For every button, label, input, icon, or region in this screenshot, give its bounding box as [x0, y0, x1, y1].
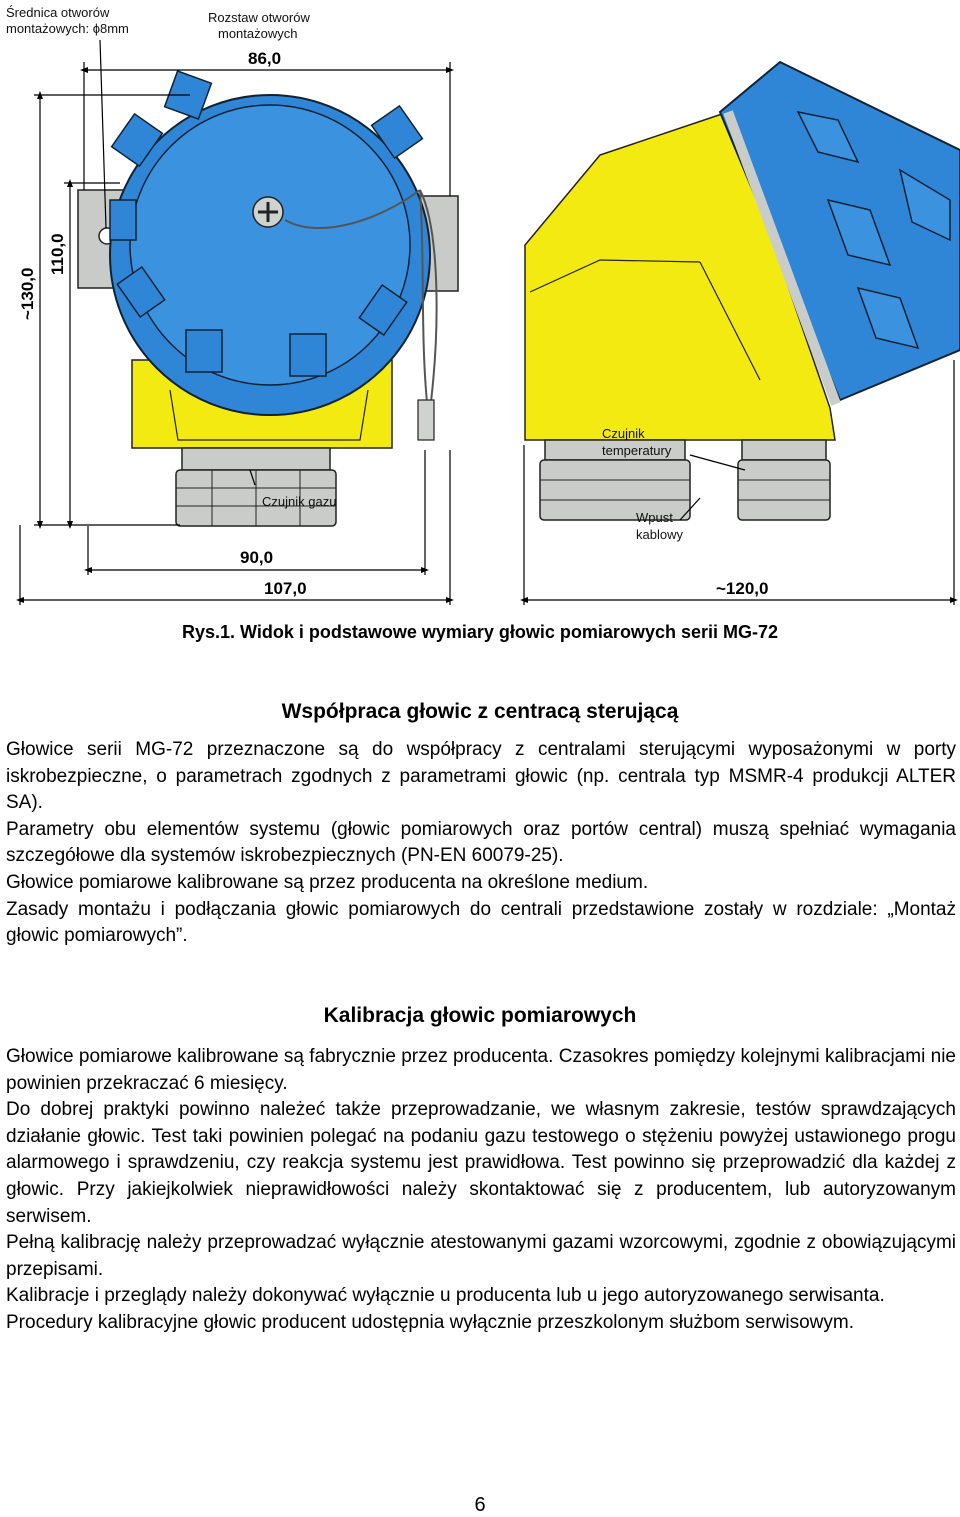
section-body-calibration — [6, 1044, 956, 1337]
temp-sensor-label-line2: temperatury — [602, 443, 672, 458]
section-heading-cooperation: Współpraca głowic z centracą sterującą — [281, 700, 679, 723]
dim-top-label: 86,0 — [248, 49, 282, 68]
figure-caption: Rys.1. Widok i podstawowe wymiary głowic pomiarowych serii MG-72 — [182, 622, 778, 642]
paragraph: Procedury kalibracyjne głowic producent udostępnia wyłącznie przeszkolonym służbom serwisowym. — [6, 1311, 854, 1333]
gas-sensor-label: Czujnik gazu — [262, 494, 337, 509]
section-heading-calibration: Kalibracja głowic pomiarowych — [323, 1004, 637, 1027]
dim-side-width-label: ~120,0 — [716, 579, 769, 598]
dim-height-inner-label: 110,0 — [48, 233, 67, 275]
paragraph: Głowice pomiarowe kalibrowane są przez producenta na określone medium. — [6, 871, 649, 893]
gas-sensor-gland — [182, 448, 330, 470]
paragraph: Pełną kalibrację należy przeprowadzać wyłącznie atestowanymi gazami wzorcowymi, zgodnie z obowiązującymi przepisami. — [6, 1232, 956, 1280]
temp-sensor-label-line1: Czujnik — [602, 426, 645, 441]
hole-diameter-label-line1: Średnica otworów — [6, 5, 110, 20]
front-view — [78, 71, 458, 526]
paragraph: Do dobrej praktyki powinno należeć także przeprowadzanie, we własnym zakresie, testów sprawdzających działanie głowic. Test taki powinien polegać na podaniu gazu testowego o stężeniu powyżej ustawionego progu alarmowego i sprawdzeniu, czy reakcja systemu jest prawidłowa. Test powinno się przeprowadzić dla każdej z głowic. Przy jakiejkolwiek nieprawidłowości należy skontaktować się z producentem, lub autoryzowanym serwisem. — [6, 1099, 956, 1227]
paragraph: Parametry obu elementów systemu (głowic pomiarowych oraz portów central) muszą spełniać wymagania szczegółowe dla systemów iskrobezpiecznych (PN-EN 60079-25). — [6, 818, 956, 867]
technical-drawing-figure — [0, 0, 960, 610]
cable-gland-label-line2: kablowy — [636, 527, 683, 542]
paragraph: Zasady montażu i podłączania głowic pomiarowych do centrali przedstawione zostały w rozdziale: „Montaż głowic pomiarowych”. — [6, 898, 956, 947]
hole-spacing-label-line2: montażowych — [218, 26, 298, 41]
dim-bottom-outer-label: 107,0 — [264, 579, 307, 598]
hole-spacing-label-line1: Rozstaw otworów — [208, 10, 310, 25]
drawing-svg — [0, 0, 960, 610]
dim-bottom-inner-label: 90,0 — [240, 548, 274, 567]
paragraph: Głowice serii MG-72 przeznaczone są do współpracy z centralami sterującymi wyposażonymi w porty iskrobezpieczne, o parametrach zgodnych z parametrami głowic (np. centrala typ MSMR-4 produkcji ALTER SA). — [6, 739, 956, 814]
paragraph: Kalibracje i przeglądy należy dokonywać wyłącznie u producenta lub u jego autoryzowanego serwisanta. — [6, 1285, 885, 1307]
paragraph: Głowice pomiarowe kalibrowane są fabrycznie przez producenta. Czasokres pomiędzy kolejnymi kalibracjami nie powinien przekraczać 6 miesięcy. — [6, 1046, 956, 1094]
section-body-cooperation — [6, 737, 956, 950]
cable-gland-label-line1: Wpust — [636, 510, 673, 525]
side-view — [525, 62, 960, 520]
hole-diameter-label-line2: montażowych: ϕ8mm — [6, 21, 129, 36]
page-number: 6 — [474, 1494, 486, 1516]
dim-height-total-label: ~130,0 — [18, 267, 37, 320]
